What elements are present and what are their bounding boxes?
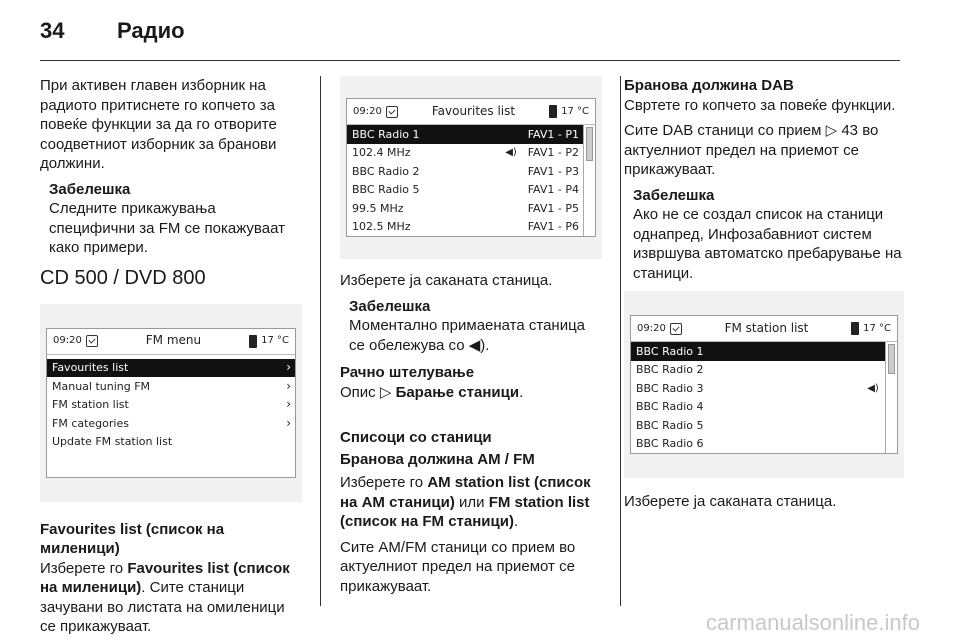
note-text: Ако не се создал список на станици однапред, Инфозабавниот систем извршува автоматско пребарување на станици. xyxy=(633,206,902,282)
station-list xyxy=(631,342,897,453)
header-rule xyxy=(40,60,900,61)
station-name: 99.5 MHz xyxy=(352,201,404,215)
speaker-icon: ◀) xyxy=(505,147,517,158)
favourites-paragraph xyxy=(40,559,302,637)
station-name: BBC Radio 5 xyxy=(352,183,420,196)
cross-reference-link[interactable]: Барање станици xyxy=(395,383,520,401)
menu-item-label: FM station list xyxy=(52,398,129,411)
page-header-title: Радио xyxy=(117,18,185,43)
chevron-right-icon: › xyxy=(286,415,291,430)
temperature: 17 °C xyxy=(561,105,589,117)
note-title: Забелешка xyxy=(349,297,431,315)
text-run: . xyxy=(519,383,524,401)
column-divider xyxy=(620,76,621,606)
note-text xyxy=(349,316,602,355)
note-block xyxy=(340,297,602,356)
text-run: . xyxy=(485,336,490,354)
preset-slot: FAV1 - P1 xyxy=(527,127,579,141)
note-block xyxy=(624,186,904,284)
menu-item-favourites[interactable] xyxy=(47,359,295,378)
scrollbar[interactable] xyxy=(885,342,897,453)
text-run: Изберете го xyxy=(40,559,128,577)
list-item[interactable] xyxy=(631,361,885,380)
select-station-text: Изберете ја саканата станица. xyxy=(624,493,837,510)
column-divider xyxy=(320,76,321,606)
station-name: BBC Radio 5 xyxy=(636,418,704,432)
watermark: carmanualsonline.info xyxy=(705,610,920,635)
list-item[interactable] xyxy=(631,435,885,454)
column-right xyxy=(624,76,904,518)
list-item[interactable] xyxy=(347,218,583,237)
list-item[interactable] xyxy=(347,181,583,200)
column-middle xyxy=(340,76,602,602)
scrollbar-thumb[interactable] xyxy=(586,127,593,161)
list-item[interactable] xyxy=(631,379,885,398)
temperature: 17 °C xyxy=(863,322,891,334)
am-fm-heading: Бранова должина AM / FM xyxy=(340,450,535,468)
intro-paragraph: При активен главен изборник на радиото притиснете го копчето за повеќе функции за да го отворите соодветниот изборник за бранови должини. xyxy=(40,77,277,172)
preset-slot: FAV1 - P4 xyxy=(527,183,579,196)
phone-icon xyxy=(851,322,859,335)
status-bar xyxy=(47,329,295,355)
section-title: CD 500 / DVD 800 xyxy=(40,266,206,289)
list-item[interactable] xyxy=(631,398,885,417)
station-list xyxy=(347,125,595,236)
station-name: BBC Radio 6 xyxy=(636,437,704,450)
chevron-right-icon: › xyxy=(286,397,291,411)
favourites-list-screenshot xyxy=(340,76,602,259)
clock: 09:20 xyxy=(53,335,82,347)
scrollbar-thumb[interactable] xyxy=(888,344,895,374)
display-screen xyxy=(346,98,596,237)
am-fm-paragraph xyxy=(340,473,602,532)
list-item[interactable] xyxy=(347,125,583,144)
display-screen xyxy=(46,328,296,478)
menu-item-label: Manual tuning FM xyxy=(52,379,151,393)
favourites-heading: Favourites list (список на миленици) xyxy=(40,520,225,557)
settings-icon xyxy=(670,323,682,335)
chevron-right-icon: › xyxy=(286,360,291,374)
bold-term: Favourites list (список на миленици) xyxy=(40,559,290,596)
list-item[interactable] xyxy=(347,144,583,163)
preset-slot: FAV1 - P5 xyxy=(527,201,579,215)
screen-title: FM station list xyxy=(724,320,809,335)
menu-item-label: FM categories xyxy=(52,416,129,430)
dab-paragraph-2 xyxy=(624,121,904,180)
station-name: 102.5 MHz xyxy=(352,220,411,233)
reference-arrow-icon: ▷ xyxy=(379,383,392,401)
bold-term: FM station list (список на FM станици) xyxy=(340,493,590,530)
status-bar xyxy=(631,316,897,342)
menu-item-label: Favourites list xyxy=(52,361,129,374)
dab-heading: Бранова должина DAB xyxy=(624,77,794,94)
menu-item-categories[interactable] xyxy=(47,414,295,433)
screen-title: FM menu xyxy=(145,333,202,348)
text-run: во актуелниот предел на приемот се прикажуваат. xyxy=(624,122,879,178)
text-run: Изберете го xyxy=(340,474,428,491)
list-item[interactable] xyxy=(347,162,583,181)
clock: 09:20 xyxy=(637,322,666,334)
menu-item-manual-tuning[interactable] xyxy=(47,377,295,396)
station-name: BBC Radio 2 xyxy=(636,363,704,376)
note-title: Забелешка xyxy=(49,180,131,198)
page-number: 34 xyxy=(40,18,65,43)
station-name: BBC Radio 1 xyxy=(352,127,420,141)
speaker-icon: ◀) xyxy=(468,336,486,354)
text-run: Сите DAB станици со прием xyxy=(624,122,826,139)
station-name: BBC Radio 2 xyxy=(352,164,420,178)
text-run: или xyxy=(454,493,489,511)
text-run: Опис xyxy=(340,383,380,401)
page-reference: 43 xyxy=(837,122,859,139)
select-station-text: Изберете ја саканата станица. xyxy=(340,272,553,289)
station-name: BBC Radio 3 xyxy=(636,381,704,395)
phone-icon xyxy=(249,335,257,348)
text-run: . xyxy=(513,513,519,530)
speaker-icon: ◀) xyxy=(867,382,879,394)
fm-station-list-screenshot xyxy=(624,291,904,478)
list-item[interactable] xyxy=(631,342,885,361)
clock: 09:20 xyxy=(353,105,382,117)
note-block xyxy=(40,180,302,258)
temperature: 17 °C xyxy=(261,335,289,347)
preset-slot: FAV1 - P6 xyxy=(527,220,579,233)
menu-item-update-list[interactable] xyxy=(47,433,295,452)
note-title: Забелешка xyxy=(633,186,715,204)
phone-icon xyxy=(549,105,557,118)
list-item[interactable] xyxy=(631,416,885,435)
list-item[interactable] xyxy=(347,199,583,218)
dab-paragraph-1: Свртете го копчето за повеќе функции. xyxy=(624,96,896,114)
status-bar xyxy=(347,99,595,125)
station-name: BBC Radio 4 xyxy=(636,400,704,413)
station-lists-heading: Списоци со станици xyxy=(340,429,492,446)
bold-term: AM station list (список на AM станици) xyxy=(340,474,591,511)
station-name: BBC Radio 1 xyxy=(636,344,704,358)
settings-icon xyxy=(386,106,398,118)
scrollbar[interactable] xyxy=(583,125,595,236)
menu-item-station-list[interactable] xyxy=(47,396,295,415)
text-run: . Сите станици зачувани во листата на омиленици се прикажуваат. xyxy=(40,579,285,635)
station-name: 102.4 MHz xyxy=(352,146,411,159)
note-text: Следните прикажувања специфични за FM се покажуваат како примери. xyxy=(49,200,285,256)
preset-slot: FAV1 - P2 xyxy=(527,146,579,159)
text-run: Моментално примаената станица се обележува со xyxy=(349,317,586,354)
manual-tuning-heading: Рачно штелување xyxy=(340,364,475,381)
screen-title: Favourites list xyxy=(431,103,516,118)
menu-item-label: Update FM station list xyxy=(52,435,173,448)
column-left xyxy=(40,76,302,642)
am-fm-paragraph-2: Сите AM/FM станици со прием во актуелниот предел на приемот се прикажуваат. xyxy=(340,538,576,595)
preset-slot: FAV1 - P3 xyxy=(527,164,579,178)
settings-icon xyxy=(86,335,98,347)
manual-tuning-text xyxy=(340,383,602,403)
chevron-right-icon: › xyxy=(286,378,291,393)
reference-arrow-icon: ▷ xyxy=(825,122,838,139)
fm-menu-screenshot xyxy=(40,304,302,502)
display-screen xyxy=(630,315,898,454)
